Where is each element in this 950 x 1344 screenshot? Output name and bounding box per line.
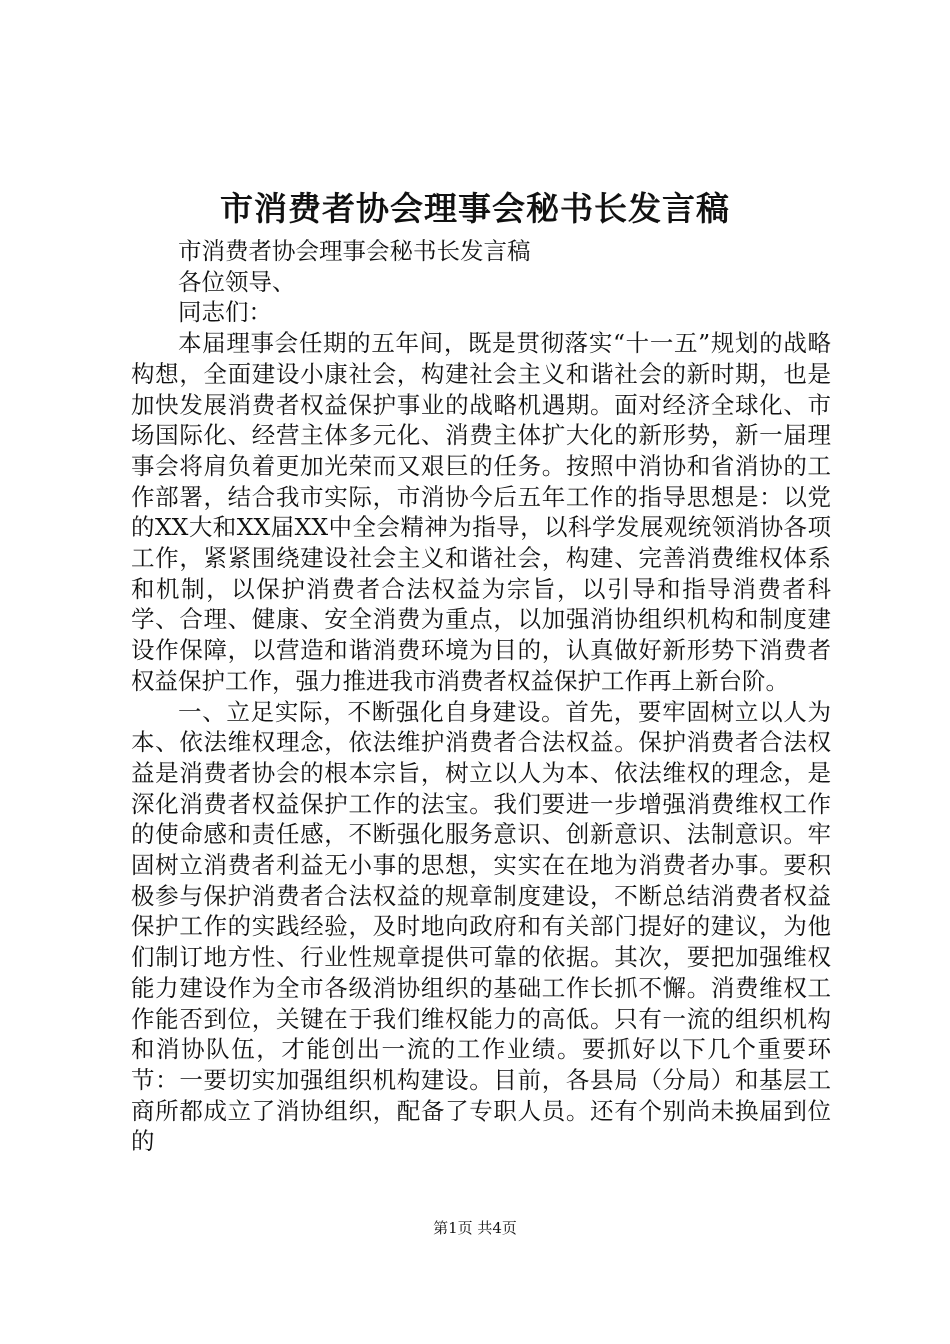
body-paragraph: 本届理事会任期的五年间，既是贯彻落实“十一五”规划的战略构想，全面建设小康社会，构建社会主义和谐社会的新时期，也是加快发展消费者权益保护事业的战略机遇期。面对经济全球化、市场国际化、经营主体多元化、消费主体扩大化的新形势，新一届理事会将肩负着更加光荣而又艰巨的任务。按照中消协和省消协的工作部署，结合我市实际，市消协今后五年工作的指导思想是：以党的XX大和XX届XX中全会精神为指导，以科学发展观统领消协各项工作，紧紧围绕建设社会主义和谐社会，构建、完善消费维权体系和机制，以保护消费者合法权益为宗旨，以引导和指导消费者科学、合理、健康、安全消费为重点，以加强消协组织机构和制度建设作保障，以营造和谐消费环境为目的，认真做好新形势下消费者权益保护工作，强力推进我市消费者权益保护工作再上新台阶。 — [131, 329, 831, 695]
body-paragraph-salutation: 各位领导、 — [178, 267, 296, 296]
body-paragraph: 一、立足实际，不断强化自身建设。首先，要牢固树立以人为本、依法维权理念，依法维护消费者合法权益。保护消费者合法权益是消费者协会的根本宗旨，树立以人为本、依法维权的理念，是深化消费者权益保护工作的法宝。我们要进一步增强消费维权工作的使命感和责任感，不断强化服务意识、创新意识、法制意识。牢固树立消费者利益无小事的思想，实实在在地为消费者办事。要积极参与保护消费者合法权益的规章制度建设，不断总结消费者权益保护工作的实践经验，及时地向政府和有关部门提好的建议，为他们制订地方性、行业性规章提供可靠的依据。其次，要把加强维权能力建设作为全市各级消协组织的基础工作长抓不懈。消费维权工作能否到位，关键在于我们维权能力的高低。只有一流的组织机构和消协队伍，才能创出一流的工作业绩。要抓好以下几个重要环节：一要切实加强组织机构建设。目前，各县局（分局）和基层工商所都成立了消协组织，配备了专职人员。还有个别尚未换届到位的 — [131, 697, 831, 1156]
document-title: 市消费者协会理事会秘书长发言稿 — [220, 189, 730, 228]
document-body — [131, 236, 831, 1157]
body-paragraph-heading: 市消费者协会理事会秘书长发言稿 — [178, 237, 531, 265]
body-paragraph-salutation: 同志们： — [178, 298, 272, 327]
page-footer: 第1页 共4页 — [433, 1219, 517, 1237]
